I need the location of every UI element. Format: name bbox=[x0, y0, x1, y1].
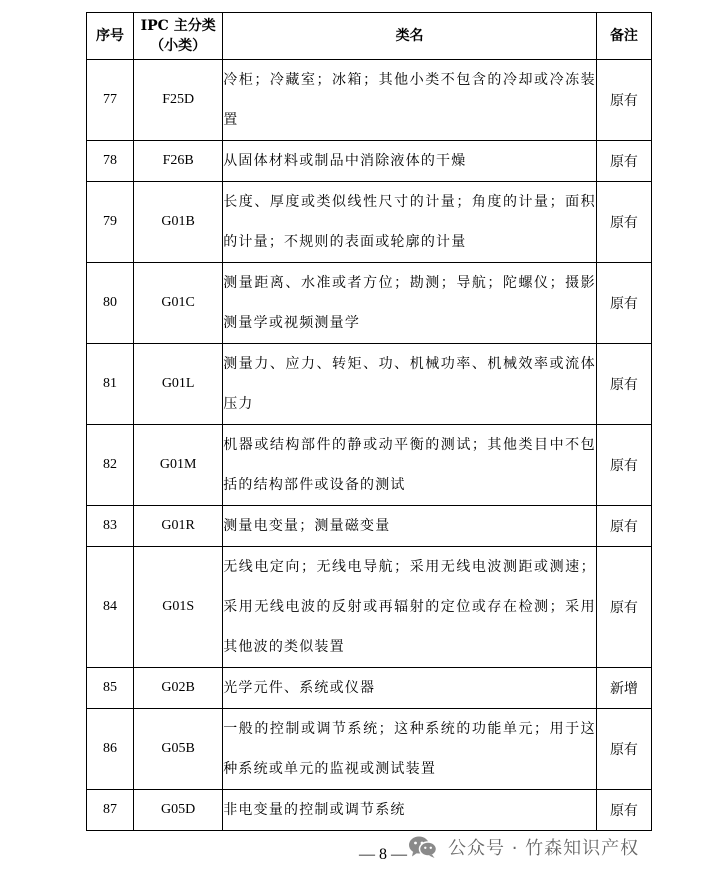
header-ipc-line1: IPC 主分类 bbox=[140, 18, 216, 34]
row-ipc-code: G01B bbox=[134, 182, 223, 263]
table-row bbox=[87, 425, 652, 506]
row-index: 80 bbox=[87, 263, 134, 344]
watermark bbox=[408, 833, 639, 861]
row-class-name: 测量电变量；测量磁变量 bbox=[223, 506, 597, 547]
row-index: 81 bbox=[87, 344, 134, 425]
row-class-name: 从固体材料或制品中消除液体的干燥 bbox=[223, 141, 597, 182]
row-class-name: 测量距离、水准或者方位；勘测；导航；陀螺仪；摄影测量学或视频测量学 bbox=[223, 263, 597, 344]
row-index: 78 bbox=[87, 141, 134, 182]
row-ipc-code: G01R bbox=[134, 506, 223, 547]
row-ipc-code: G02B bbox=[134, 668, 223, 709]
header-name: 类名 bbox=[223, 13, 597, 60]
table-header-row bbox=[87, 13, 652, 60]
wechat-icon bbox=[408, 835, 438, 859]
row-note: 原有 bbox=[596, 344, 651, 425]
row-ipc-code: G05D bbox=[134, 790, 223, 831]
row-note: 原有 bbox=[596, 182, 651, 263]
row-ipc-code: G05B bbox=[134, 709, 223, 790]
row-class-name: 非电变量的控制或调节系统 bbox=[223, 790, 597, 831]
row-class-name: 冷柜；冷藏室；冰箱；其他小类不包含的冷却或冷冻装置 bbox=[223, 60, 597, 141]
table-row bbox=[87, 60, 652, 141]
row-class-name: 光学元件、系统或仪器 bbox=[223, 668, 597, 709]
table-row bbox=[87, 344, 652, 425]
header-note: 备注 bbox=[596, 13, 651, 60]
table-row bbox=[87, 709, 652, 790]
row-note: 原有 bbox=[596, 60, 651, 141]
row-index: 85 bbox=[87, 668, 134, 709]
row-note: 原有 bbox=[596, 425, 651, 506]
row-ipc-code: F26B bbox=[134, 141, 223, 182]
row-class-name: 测量力、应力、转矩、功、机械功率、机械效率或流体压力 bbox=[223, 344, 597, 425]
row-index: 87 bbox=[87, 790, 134, 831]
ipc-classification-table bbox=[86, 12, 652, 831]
table-row bbox=[87, 790, 652, 831]
header-ipc bbox=[134, 13, 223, 60]
row-ipc-code: F25D bbox=[134, 60, 223, 141]
row-index: 83 bbox=[87, 506, 134, 547]
row-class-name: 机器或结构部件的静或动平衡的测试；其他类目中不包括的结构部件或设备的测试 bbox=[223, 425, 597, 506]
row-index: 77 bbox=[87, 60, 134, 141]
row-index: 84 bbox=[87, 547, 134, 668]
row-ipc-code: G01S bbox=[134, 547, 223, 668]
table-row bbox=[87, 263, 652, 344]
row-index: 79 bbox=[87, 182, 134, 263]
row-class-name: 无线电定向；无线电导航；采用无线电波测距或测速；采用无线电波的反射或再辐射的定位或存在检测；采用其他波的类似装置 bbox=[223, 547, 597, 668]
row-note: 原有 bbox=[596, 790, 651, 831]
row-index: 82 bbox=[87, 425, 134, 506]
table-row bbox=[87, 141, 652, 182]
row-note: 原有 bbox=[596, 141, 651, 182]
row-note: 原有 bbox=[596, 547, 651, 668]
row-note: 原有 bbox=[596, 506, 651, 547]
row-ipc-code: G01M bbox=[134, 425, 223, 506]
row-class-name: 长度、厚度或类似线性尺寸的计量；角度的计量；面积的计量；不规则的表面或轮廓的计量 bbox=[223, 182, 597, 263]
row-note: 原有 bbox=[596, 709, 651, 790]
table-row bbox=[87, 668, 652, 709]
page-number: — 8 — bbox=[359, 846, 407, 863]
header-ipc-line2: （小类） bbox=[150, 38, 207, 54]
table-row bbox=[87, 182, 652, 263]
table-row bbox=[87, 547, 652, 668]
row-ipc-code: G01C bbox=[134, 263, 223, 344]
header-index: 序号 bbox=[87, 13, 134, 60]
table-row bbox=[87, 506, 652, 547]
row-ipc-code: G01L bbox=[134, 344, 223, 425]
row-note: 原有 bbox=[596, 263, 651, 344]
row-class-name: 一般的控制或调节系统；这种系统的功能单元；用于这种系统或单元的监视或测试装置 bbox=[223, 709, 597, 790]
row-index: 86 bbox=[87, 709, 134, 790]
row-note: 新增 bbox=[596, 668, 651, 709]
watermark-text: 公众号 · 竹森知识产权 bbox=[448, 838, 640, 859]
